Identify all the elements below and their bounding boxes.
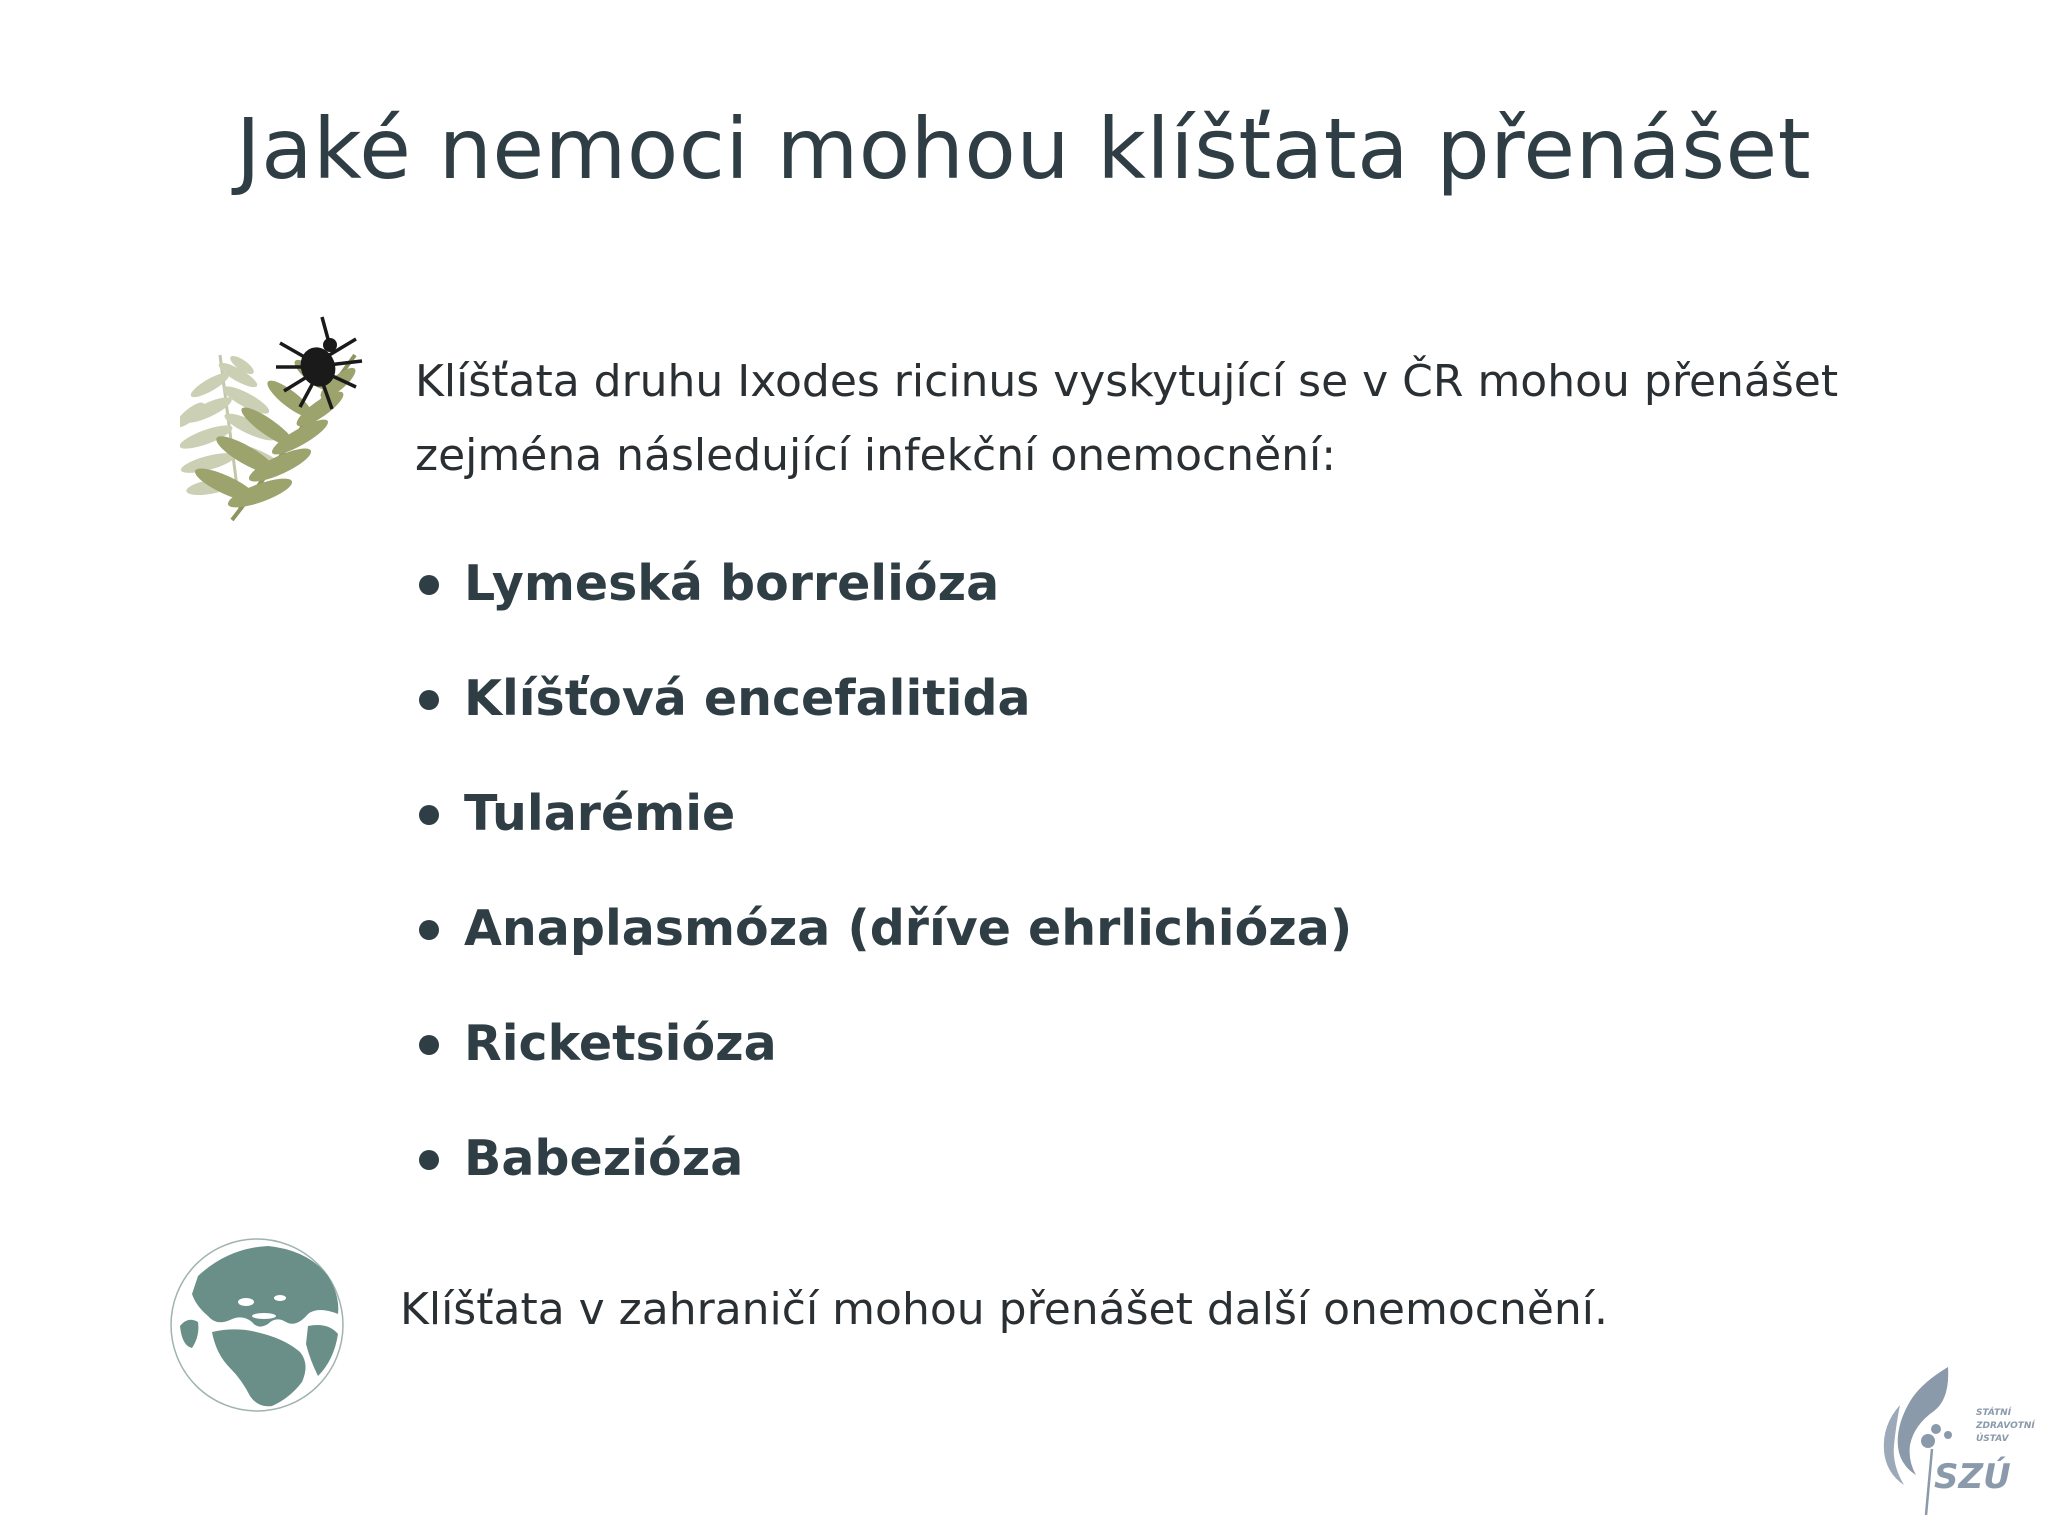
disease-label: Lymeská borrelióza [464,555,1000,612]
list-item [415,893,1352,1008]
fern-with-tick-icon [180,315,390,530]
intro-paragraph: Klíšťata druhu Ixodes ricinus vyskytující se v ČR mohou přenášet zejména následující infekční onemocnění: [415,356,1839,481]
bullet-icon [419,1150,439,1170]
list-item [415,663,1352,778]
disease-list [415,548,1352,1238]
list-item [415,1008,1352,1123]
globe-europe-africa-icon [168,1236,346,1414]
disease-label: Ricketsióza [464,1015,777,1072]
bullet-icon [419,1035,439,1055]
disease-label: Klíšťová encefalitida [464,670,1031,727]
disease-label: Babezióza [464,1130,744,1187]
szu-logo [1878,1365,2038,1515]
logo-text-line3: ÚSTAV [1976,1434,2009,1444]
disease-label: Tularémie [464,785,736,842]
bullet-icon [419,920,439,940]
logo-text-line2: ZDRAVOTNÍ [1976,1421,2035,1431]
logo-abbreviation: SZÚ [1934,1457,2011,1497]
slide-title: Jaké nemoci mohou klíšťata přenášet [235,100,1812,198]
list-item [415,1123,1352,1238]
list-item [415,548,1352,663]
bullet-icon [419,575,439,595]
disease-label: Anaplasmóza (dříve ehrlichióza) [464,900,1353,957]
list-item [415,778,1352,893]
bullet-icon [419,690,439,710]
abroad-note: Klíšťata v zahraničí mohou přenášet další onemocnění. [400,1284,1609,1335]
logo-text-line1: STÁTNÍ [1976,1408,2012,1418]
bullet-icon [419,805,439,825]
